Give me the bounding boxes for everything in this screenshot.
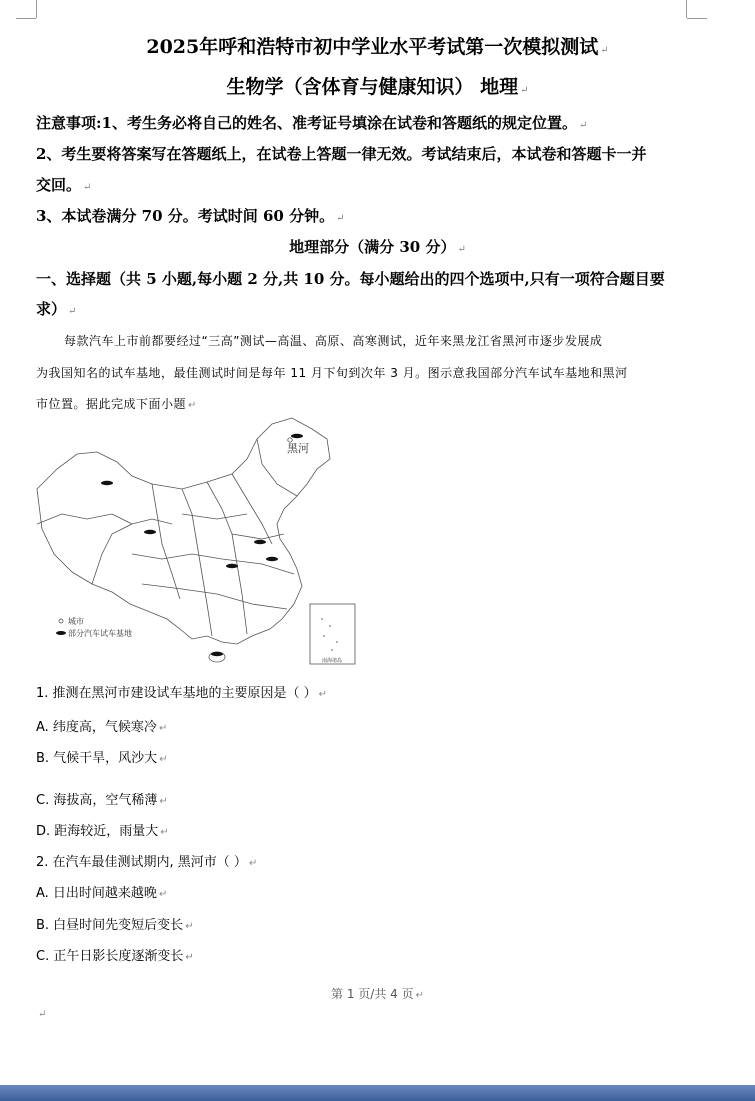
question-2-option-c: C. 正午日影长度逐渐变长 ↵: [36, 949, 194, 964]
section-instruction-2: 求） ↵: [36, 300, 77, 318]
window-bottom-bar: [0, 1085, 755, 1101]
question-1-stem: 1. 推测在黑河市建设试车基地的主要原因是（ ） ↵: [36, 686, 328, 701]
question-2-option-a: A. 日出时间越来越晚 ↵: [36, 886, 168, 901]
question-2-stem: 2. 在汽车最佳测试期内, 黑河市（ ） ↵: [36, 855, 258, 870]
notes-line-3: 3、本试卷满分 70 分。考试时间 60 分钟。 ↵: [36, 207, 345, 225]
question-2-option-b: B. 白昼时间先变短后变长 ↵: [36, 918, 194, 933]
heihe-label: 黑河: [287, 442, 309, 455]
south-sea-inset: [310, 604, 355, 664]
passage-line-2: 为我国知名的试车基地，最佳测试时间是每年 11 月下旬到次年 3 月。图示意我国部分汽车试车基地和黑河: [36, 366, 628, 380]
test-base-markers: [101, 434, 303, 656]
crop-mark-left-h: [16, 18, 36, 19]
inset-islands: [321, 618, 338, 651]
crop-mark-right: [686, 0, 687, 18]
crop-mark-left: [36, 0, 37, 18]
notes-line-2b: 交回。 ↵: [36, 176, 92, 194]
legend-city-icon: [59, 619, 63, 623]
question-1-option-d: D. 距海较近，雨量大 ↵: [36, 824, 169, 839]
china-map-figure: [32, 414, 362, 668]
notes-line-2a: 2、考生要将答案写在答题纸上，在试卷上答题一律无效。考试结束后，本试卷和答题卡一并: [36, 145, 647, 163]
page-number: 第 1 页/共 4 页 ↵: [331, 987, 424, 1001]
legend-base-icon: [56, 631, 66, 635]
question-1-option-b: B. 气候干旱，风沙大 ↵: [36, 751, 168, 766]
passage-line-3: 市位置。据此完成下面小题 ↵: [36, 397, 197, 411]
paragraph-mark: ↵: [38, 1009, 47, 1020]
question-1-option-a: A. 纬度高，气候寒冷 ↵: [36, 720, 168, 735]
passage-line-1: 每款汽车上市前都要经过“三高”测试—高温、高原、高寒测试，近年来黑龙江省黑河市逐步发展成: [64, 334, 603, 348]
notes-line-1: 注意事项:1、考生务必将自己的姓名、准考证号填涂在试卷和答题纸的规定位置。 ↵: [36, 114, 588, 132]
inset-label: 南海诸岛: [321, 658, 343, 664]
legend-base-label: 部分汽车试车基地: [68, 629, 132, 638]
crop-mark-right-h: [687, 18, 707, 19]
question-1-option-c: C. 海拔高，空气稀薄 ↵: [36, 793, 168, 808]
section-instruction-1: 一、选择题（共 5 小题,每小题 2 分,共 10 分。每小题给出的四个选项中,只有一项符合题目要: [36, 270, 665, 288]
section-title: 地理部分（满分 30 分） ↵: [289, 238, 466, 256]
exam-subtitle: 生物学（含体育与健康知识） 地理 ↵: [226, 76, 529, 98]
legend-city-label: 城市: [68, 617, 84, 626]
exam-title: 2025年呼和浩特市初中学业水平考试第一次模拟测试 ↵: [146, 36, 609, 58]
